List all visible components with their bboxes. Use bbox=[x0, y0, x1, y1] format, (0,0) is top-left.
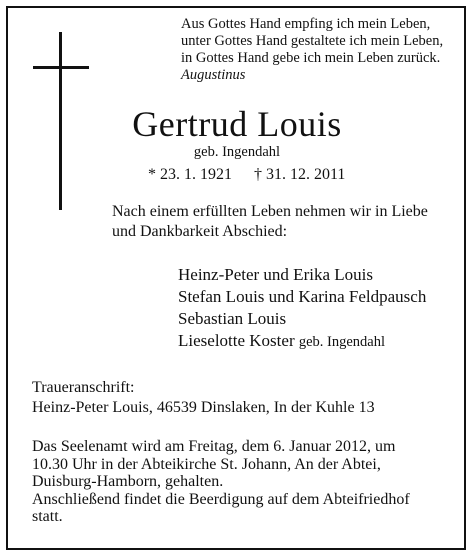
mourner-name: Heinz-Peter und Erika Louis bbox=[178, 265, 373, 284]
birth-name: geb. Ingendahl bbox=[193, 144, 281, 160]
address-label: Traueranschrift: bbox=[32, 379, 135, 396]
mourner bbox=[178, 286, 426, 308]
farewell-line: und Dankbarkeit Abschied: bbox=[112, 223, 288, 240]
birth-date: * 23. 1. 1921 bbox=[148, 166, 232, 183]
service-line: Das Seelenamt wird am Freitag, dem 6. Januar 2012, um bbox=[32, 438, 396, 455]
mourner bbox=[178, 330, 426, 353]
service-line: statt. bbox=[32, 508, 63, 526]
cross-horizontal-bar bbox=[33, 66, 89, 69]
quote-line: in Gottes Hand gebe ich mein Leben zurück. bbox=[181, 50, 441, 66]
farewell-text bbox=[112, 202, 428, 242]
service-line: Anschließend findet die Beerdigung auf dem Abteifriedhof bbox=[32, 490, 410, 508]
mourner-name: Stefan Louis und Karina Feldpausch bbox=[178, 287, 427, 306]
mourner-name: Lieselotte Koster bbox=[178, 331, 295, 350]
mourner-name: Sebastian Louis bbox=[178, 309, 287, 328]
life-dates bbox=[148, 166, 345, 184]
quote-line: Aus Gottes Hand empfing ich mein Leben, bbox=[181, 16, 431, 32]
service-text bbox=[32, 438, 452, 526]
quote-block bbox=[181, 16, 443, 84]
mourner bbox=[178, 264, 426, 286]
address-value: Heinz-Peter Louis, 46539 Dinslaken, In der Kuhle 13 bbox=[32, 399, 375, 416]
address-block bbox=[32, 378, 375, 418]
death-date: † 31. 12. 2011 bbox=[254, 166, 346, 183]
mourner-note: geb. Ingendahl bbox=[298, 334, 386, 350]
quote-author: Augustinus bbox=[181, 67, 246, 83]
farewell-line: Nach einem erfüllten Leben nehmen wir in Liebe bbox=[112, 203, 428, 220]
quote-line: unter Gottes Hand gestaltete ich mein Leben, bbox=[181, 33, 444, 49]
deceased-name: Gertrud Louis bbox=[132, 104, 342, 144]
mourners-list bbox=[178, 264, 426, 353]
mourner bbox=[178, 308, 426, 330]
service-line: 10.30 Uhr in der Abteikirche St. Johann, An der Abtei, bbox=[32, 455, 381, 473]
service-line: Duisburg-Hamborn, gehalten. bbox=[32, 473, 224, 491]
